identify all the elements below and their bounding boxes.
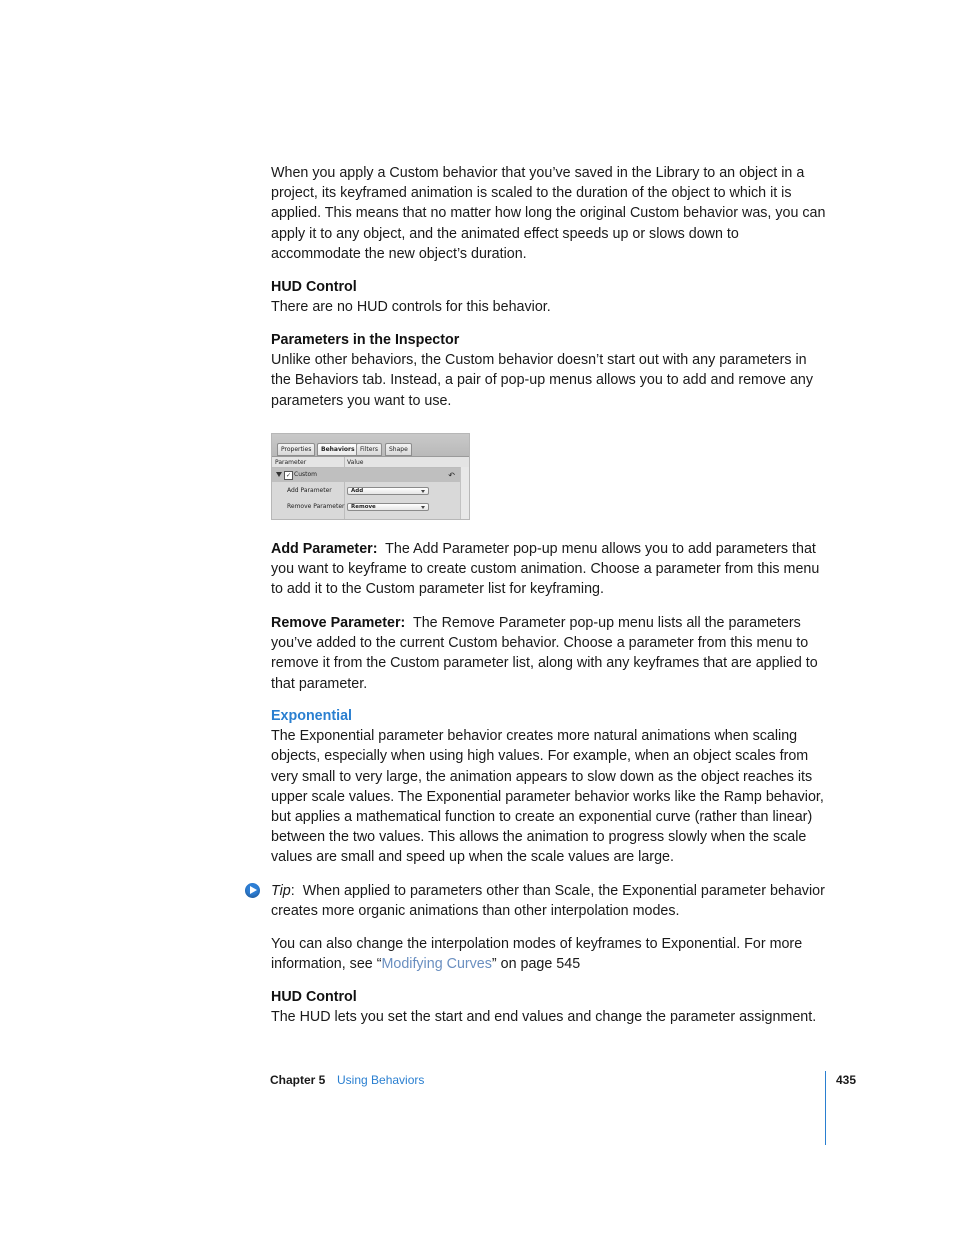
tip-note — [271, 881, 827, 921]
parameters-section — [271, 330, 827, 411]
scrollbar[interactable] — [460, 467, 469, 520]
footer-rule — [825, 1071, 826, 1145]
hud-control-text: There are no HUD controls for this behavior. — [271, 299, 551, 316]
parameters-text: Unlike other behaviors, the Custom behavior doesn’t start out with any parameters in the Behaviors tab. Instead, a pair of pop-up menus allows you to add and remove any parameters you want to use. — [271, 352, 814, 409]
remove-parameter-popup[interactable] — [347, 503, 429, 511]
parameters-heading: Parameters in the Inspector — [271, 332, 460, 348]
exponential-section — [271, 706, 827, 868]
popup-value: Remove — [351, 504, 376, 510]
hud-control-section-1 — [271, 277, 827, 317]
add-parameter-popup[interactable] — [347, 487, 429, 495]
disclosure-triangle-icon[interactable] — [276, 472, 282, 477]
modifying-curves-link[interactable]: Modifying Curves — [381, 956, 492, 973]
add-parameter-def — [271, 539, 827, 600]
behavior-name: Custom — [294, 471, 317, 478]
chevron-down-icon — [421, 506, 425, 509]
tab-properties[interactable]: Properties — [277, 443, 315, 456]
remove-parameter-def — [271, 613, 827, 694]
add-parameter-text: The Add Parameter pop-up menu allows you to add parameters that you want to keyframe to create custom animation. Choose a parameter from this menu to add it to the Custom parameter list for keyframing. — [271, 541, 820, 598]
hud-control-heading: HUD Control — [271, 989, 357, 1005]
footer-chapter-title: Using Behaviors — [337, 1073, 425, 1087]
column-parameter: Parameter — [275, 459, 307, 466]
tip-colon: : — [290, 883, 295, 899]
reset-icon[interactable]: ↶ — [448, 471, 455, 480]
enable-checkbox[interactable]: ✓ — [285, 472, 292, 479]
param-label: Remove Parameter — [287, 503, 345, 510]
paragraph-intro — [271, 163, 827, 264]
behavior-row-custom[interactable] — [272, 468, 469, 482]
interpolation-para — [271, 934, 827, 974]
param-label: Add Parameter — [287, 487, 332, 494]
column-value: Value — [347, 459, 364, 466]
tab-shape[interactable]: Shape — [385, 443, 412, 456]
page-number: 435 — [836, 1073, 857, 1087]
tab-filters[interactable]: Filters — [356, 443, 382, 456]
tip-para — [271, 881, 827, 921]
interpolation-before: You can also change the interpolation modes of keyframes to Exponential. For more information, see “ — [271, 936, 803, 973]
footer-chapter: Chapter 5 — [270, 1073, 326, 1087]
add-parameter-para — [271, 539, 827, 600]
interpolation-after: ” on page 545 — [491, 956, 581, 973]
interpolation-text — [271, 934, 827, 974]
exponential-text: The Exponential parameter behavior creates more natural animations when scaling objects, especially when using high values. For example, when an object scales from very small to very large, the animation appears to slow down as the object reaches its upper scale values. The Exponential parameter behavior works like the Ramp behavior, but applies a mathematical function to create an exponential curve (rather than linear) between the two values. This allows the animation to progress slowly when the scale values are small and speed up when the scale values are large. — [271, 728, 824, 866]
exponential-heading: Exponential — [271, 708, 353, 724]
inspector-screenshot — [271, 433, 470, 520]
column-header — [272, 457, 469, 468]
chevron-down-icon — [421, 490, 425, 493]
hud-control-section-2 — [271, 987, 827, 1027]
param-row-remove — [272, 500, 469, 514]
tip-arrow-icon — [245, 883, 260, 898]
inspector-tab-bar — [272, 434, 469, 457]
add-parameter-term: Add Parameter: — [271, 541, 378, 557]
remove-parameter-text: The Remove Parameter pop-up menu lists all the parameters you’ve added to the current Custom behavior. Choose a parameter from this menu to remove it from the Custom parameter list, along with any keyframes that are applied to that parameter. — [271, 615, 818, 692]
hud-control-heading: HUD Control — [271, 279, 357, 295]
param-row-add — [272, 484, 469, 498]
tab-behaviors[interactable]: Behaviors — [317, 443, 359, 456]
remove-parameter-term: Remove Parameter: — [271, 615, 406, 631]
hud-control-text: The HUD lets you set the start and end values and change the parameter assignment. — [271, 1009, 817, 1026]
remove-parameter-para — [271, 613, 827, 694]
intro-text: When you apply a Custom behavior that you’ve saved in the Library to an object in a project, its keyframed animation is scaled to the duration of the object to which it is applied. This means that no matter how long the original Custom behavior was, you can apply it to any object, and the animated effect speeds up or slows down to accommodate the new object’s duration. — [271, 165, 826, 262]
popup-value: Add — [351, 488, 364, 494]
tip-text: When applied to parameters other than Scale, the Exponential parameter behavior creates more organic animations than other interpolation modes. — [271, 883, 825, 920]
tip-label: Tip — [271, 883, 291, 899]
